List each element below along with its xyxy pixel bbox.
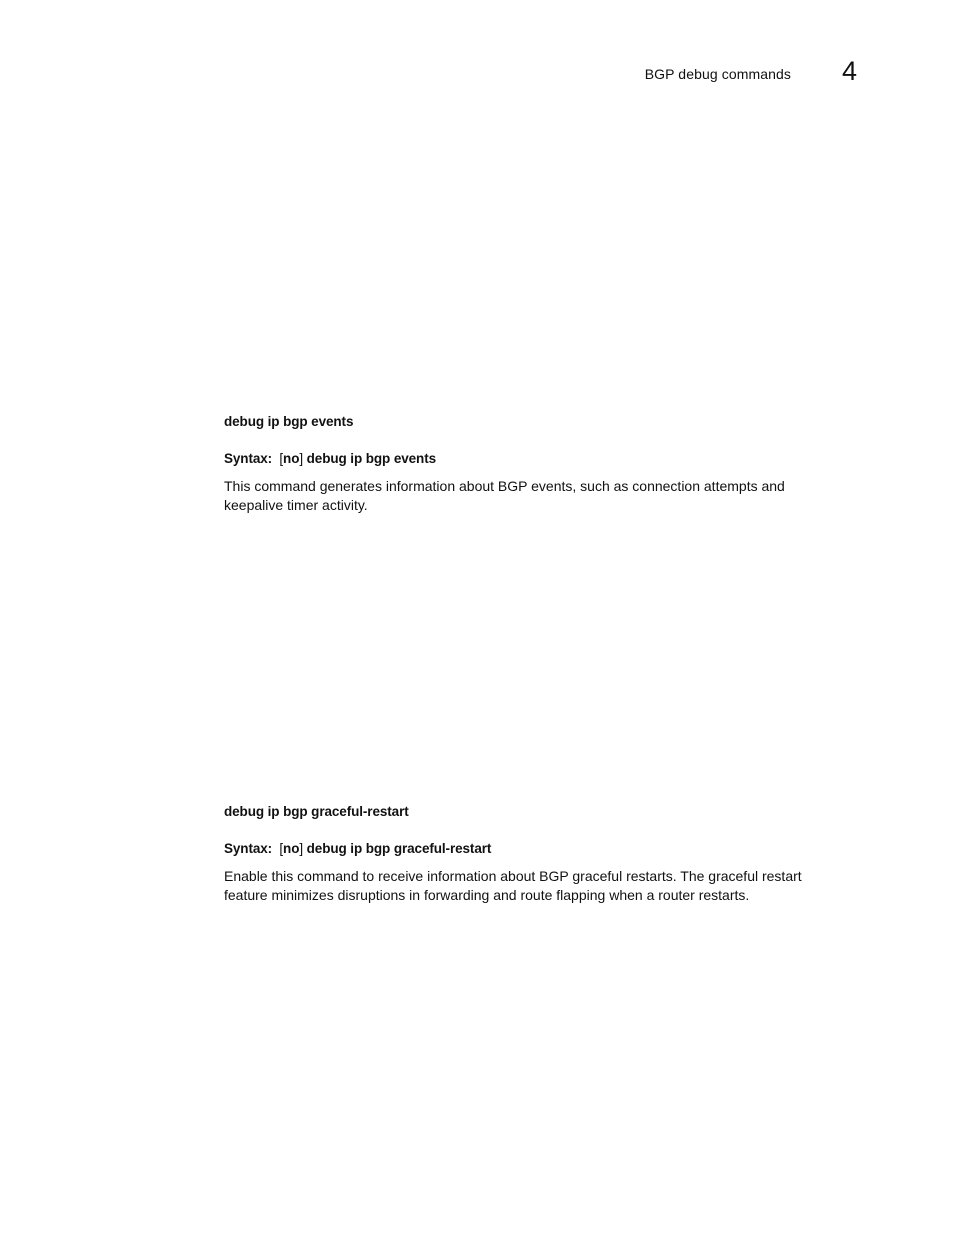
- syntax-optional-keyword: no: [283, 451, 300, 466]
- command-description: Enable this command to receive information about BGP graceful restarts. The graceful restart feature minimizes disruptions in forwarding and route flapping when a router restarts.: [224, 868, 802, 903]
- syntax-line: [224, 840, 844, 858]
- syntax-command: debug ip bgp graceful-restart: [306, 841, 492, 856]
- syntax-bracket-close: ]: [299, 451, 303, 466]
- syntax-optional-keyword: no: [283, 841, 300, 856]
- syntax-bracket-open: [: [279, 841, 284, 856]
- header-title: BGP debug commands: [644, 66, 791, 82]
- command-heading: debug ip bgp events: [224, 414, 354, 429]
- command-description: This command generates information about BGP events, such as connection attempts and keepalive timer activity.: [224, 478, 785, 513]
- syntax-command: debug ip bgp events: [306, 451, 437, 466]
- chapter-number: 4: [841, 56, 857, 86]
- syntax-label: Syntax:: [224, 841, 273, 856]
- page-header: [560, 58, 860, 88]
- syntax-label: Syntax:: [224, 451, 273, 466]
- command-heading: debug ip bgp graceful-restart: [224, 804, 409, 819]
- section-debug-ip-bgp-graceful-restart: [224, 803, 844, 905]
- syntax-line: [224, 450, 844, 468]
- syntax-bracket-open: [: [279, 451, 284, 466]
- section-debug-ip-bgp-events: [224, 413, 844, 515]
- syntax-bracket-close: ]: [299, 841, 303, 856]
